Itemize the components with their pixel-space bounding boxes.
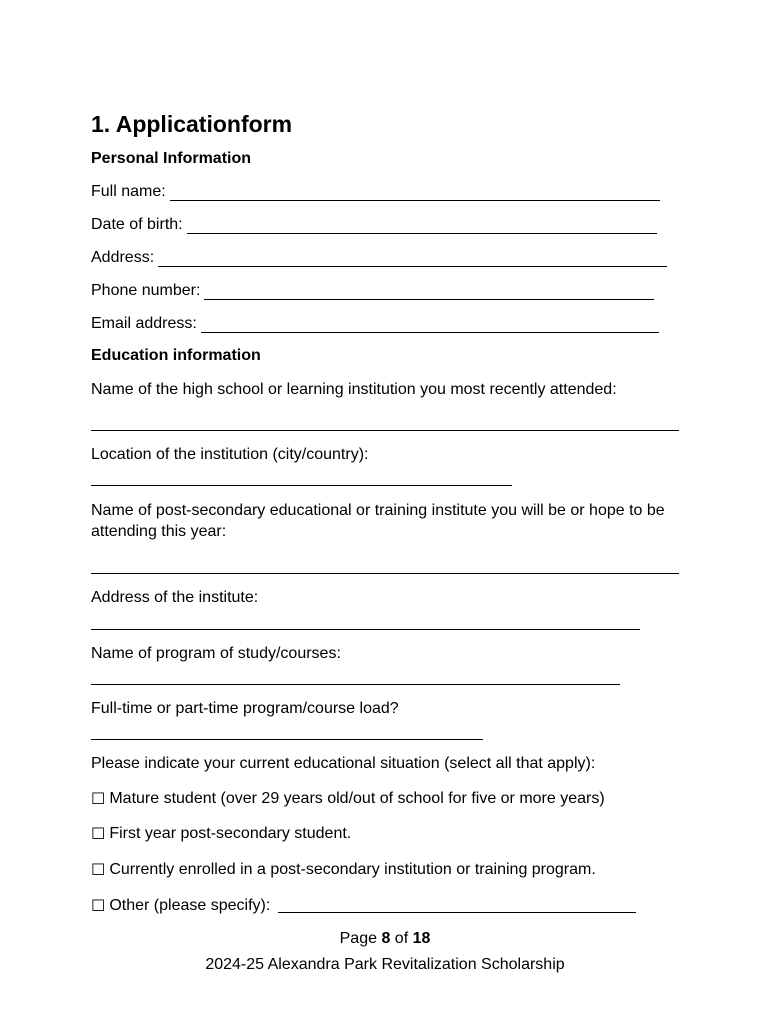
program-label: Name of program of study/courses:	[91, 645, 341, 662]
phone-field[interactable]	[204, 285, 654, 300]
option-label: First year post-secondary student.	[109, 824, 352, 842]
page-of: of	[390, 930, 413, 947]
option-label: Currently enrolled in a post-secondary institution or training program.	[109, 860, 596, 878]
location-field[interactable]	[91, 485, 512, 486]
document-title: 2024-25 Alexandra Park Revitalization Scholarship	[205, 956, 565, 973]
page-title: 1. Applicationform	[91, 111, 293, 137]
institute-address-label: Address of the institute:	[91, 589, 259, 606]
situation-prompt: Please indicate your current educational situation (select all that apply):	[91, 755, 596, 772]
page-number	[0, 930, 770, 948]
dob-label: Date of birth:	[91, 216, 183, 233]
page-total: 18	[412, 930, 431, 947]
location-label: Location of the institution (city/country):	[91, 446, 369, 463]
checkbox-icon[interactable]: ☐	[91, 896, 106, 915]
address-label: Address:	[91, 249, 155, 266]
recent-school-field[interactable]	[91, 430, 679, 431]
full-name-label: Full name:	[91, 183, 166, 200]
other-specify-field[interactable]	[278, 898, 636, 913]
phone-row	[91, 282, 654, 300]
option-other[interactable]	[91, 896, 636, 915]
full-name-field[interactable]	[170, 186, 660, 201]
email-row	[91, 315, 659, 333]
email-label: Email address:	[91, 315, 197, 332]
page-prefix: Page	[339, 930, 382, 947]
option-label: Other (please specify):	[109, 896, 271, 914]
option-enrolled[interactable]	[91, 860, 596, 879]
checkbox-icon[interactable]: ☐	[91, 824, 106, 843]
option-label: Mature student (over 29 years old/out of school for five or more years)	[109, 789, 605, 807]
post-secondary-field[interactable]	[91, 573, 679, 574]
checkbox-icon[interactable]: ☐	[91, 860, 106, 879]
institute-address-field[interactable]	[91, 629, 640, 630]
dob-field[interactable]	[187, 219, 657, 234]
education-info-heading: Education information	[91, 347, 261, 364]
option-mature[interactable]	[91, 789, 605, 808]
email-field[interactable]	[201, 318, 659, 333]
load-field[interactable]	[91, 739, 483, 740]
checkbox-icon[interactable]: ☐	[91, 789, 106, 808]
personal-info-heading: Personal Information	[91, 150, 252, 167]
address-row	[91, 249, 667, 267]
full-name-row	[91, 183, 660, 201]
program-field[interactable]	[91, 684, 620, 685]
load-label: Full-time or part-time program/course load?	[91, 700, 399, 717]
recent-school-label: Name of the high school or learning institution you most recently attended:	[91, 381, 617, 398]
post-secondary-label: Name of post-secondary educational or training institute you will be or hope to be attending this year:	[91, 502, 665, 540]
dob-row	[91, 216, 657, 234]
address-field[interactable]	[158, 252, 667, 267]
option-first-year[interactable]	[91, 824, 351, 843]
phone-label: Phone number:	[91, 282, 201, 299]
page-current: 8	[381, 930, 391, 947]
